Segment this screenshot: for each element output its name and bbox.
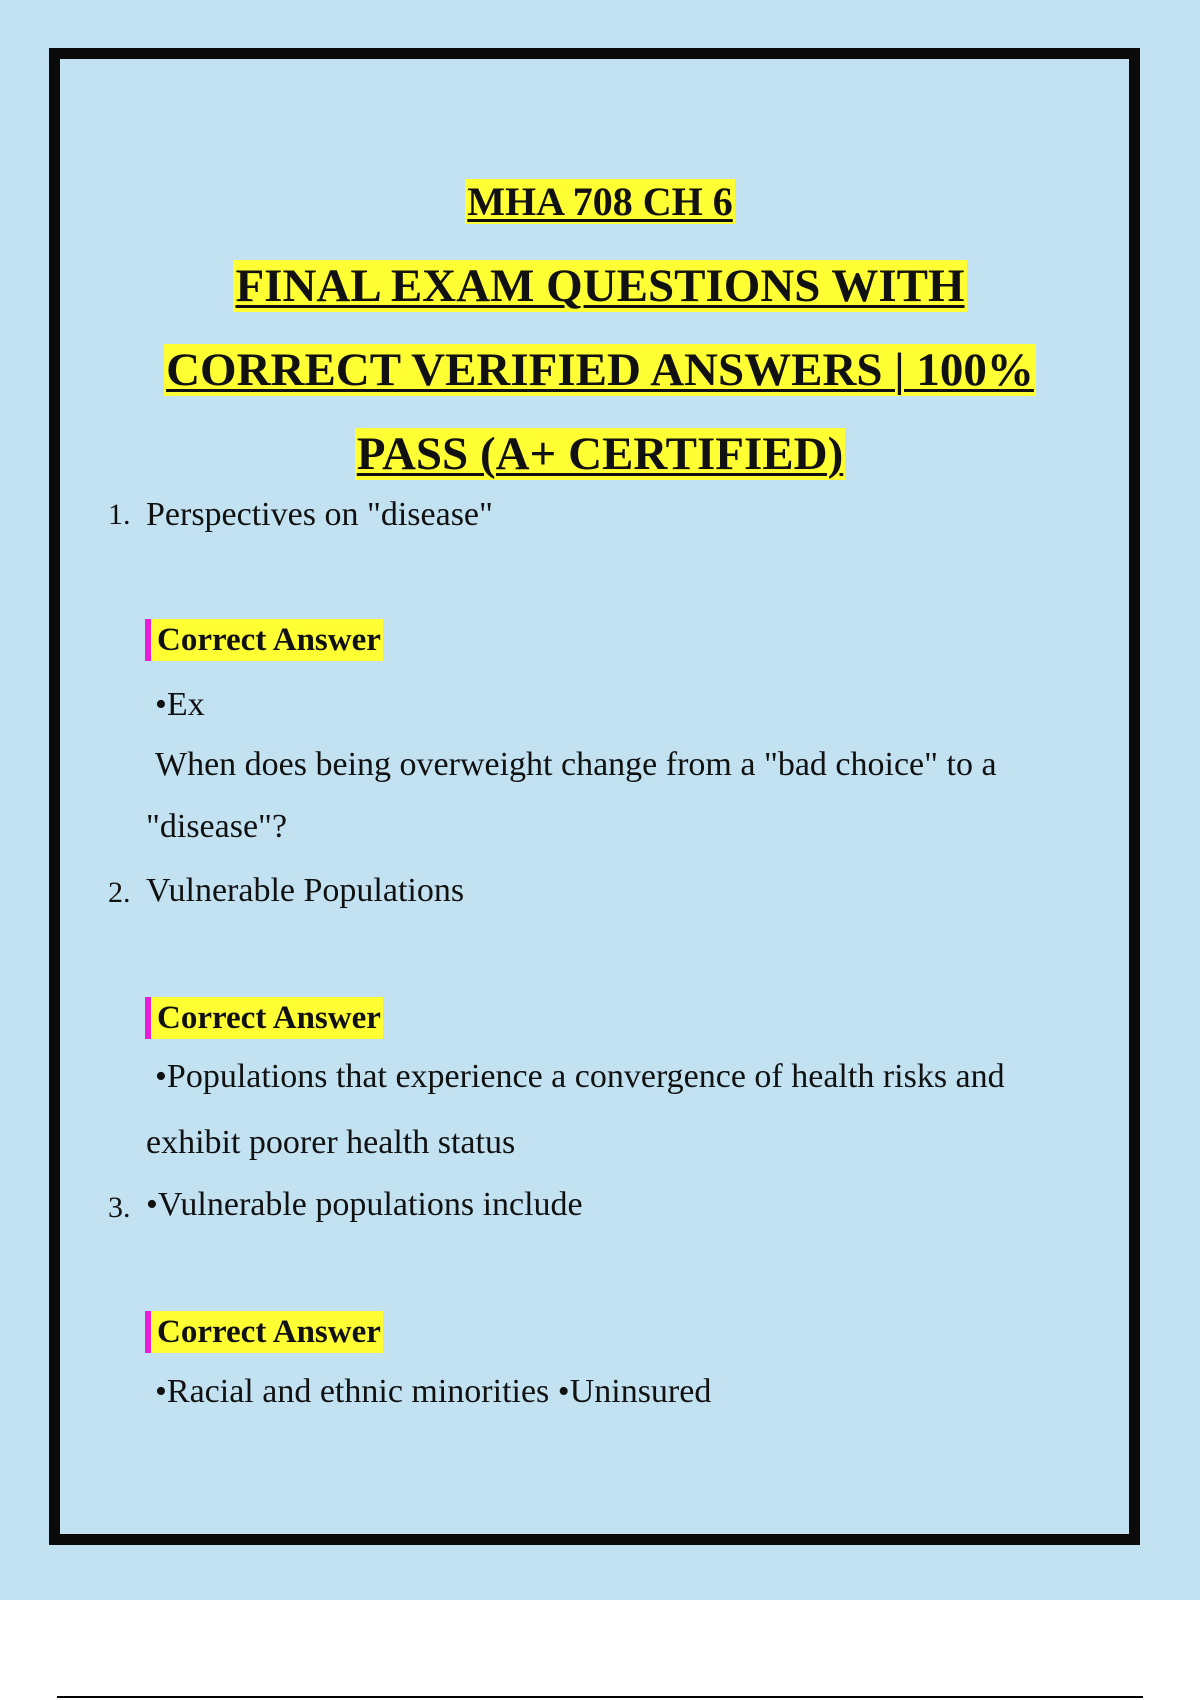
title-line-3: CORRECT VERIFIED ANSWERS | 100% — [166, 344, 1034, 396]
answer-line: "disease"? — [146, 808, 288, 845]
question-number: 3. — [108, 1191, 131, 1224]
title-line-2: FINAL EXAM QUESTIONS WITH — [235, 260, 965, 312]
question-text: Vulnerable Populations — [146, 872, 465, 909]
question-text: •Vulnerable populations include — [146, 1186, 583, 1223]
title-line-1: MHA 708 CH 6 — [467, 179, 733, 224]
answer-line: •Populations that experience a convergence of health risks and — [155, 1058, 1005, 1095]
correct-answer-label: Correct Answer — [145, 619, 383, 661]
question-number: 1. — [108, 498, 131, 531]
correct-answer-label: Correct Answer — [145, 997, 383, 1039]
answer-line: exhibit poorer health status — [146, 1124, 516, 1161]
question-text: Perspectives on "disease" — [146, 496, 493, 533]
answer-line: •Racial and ethnic minorities •Uninsured — [155, 1373, 712, 1410]
correct-answer-label: Correct Answer — [145, 1311, 383, 1353]
footer-divider — [57, 1696, 1143, 1698]
title-line-4: PASS (A+ CERTIFIED) — [356, 428, 844, 480]
question-number: 2. — [108, 876, 131, 909]
answer-line: When does being overweight change from a "bad choice" to a — [155, 746, 997, 783]
document-title — [0, 160, 1200, 496]
answer-line: •Ex — [155, 686, 205, 723]
